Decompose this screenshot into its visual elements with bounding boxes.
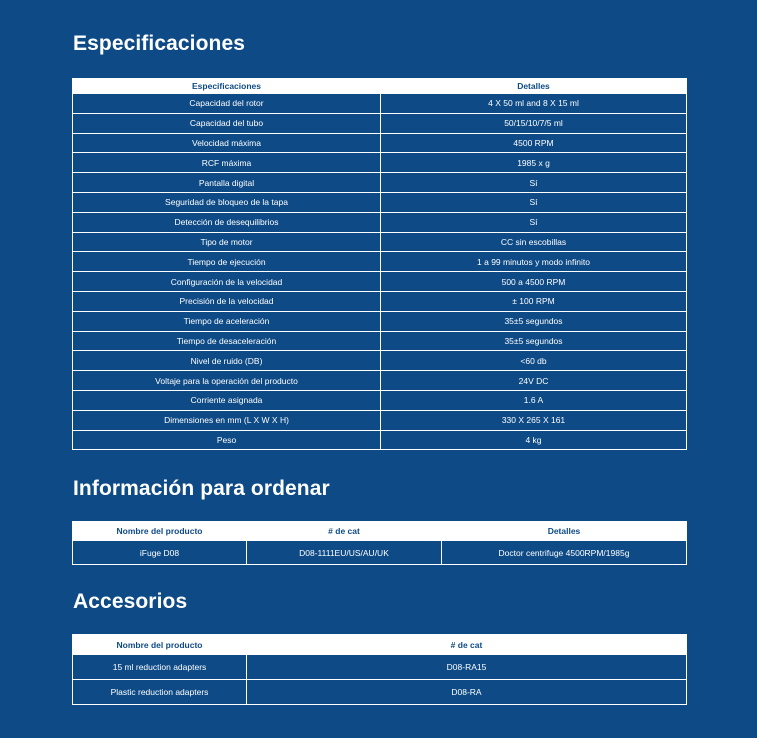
table-row	[73, 272, 687, 292]
table-row	[73, 291, 687, 311]
table-cell: Dimensiones en mm (L X W X H)	[73, 410, 381, 430]
table-cell: Corriente asignada	[73, 390, 381, 410]
table-row	[73, 232, 687, 252]
column-header: Detalles	[381, 79, 687, 94]
table-cell: 15 ml reduction adapters	[73, 655, 247, 680]
table-cell: 35±5 segundos	[381, 331, 687, 351]
table-cell: Tiempo de ejecución	[73, 252, 381, 272]
table-cell: 35±5 segundos	[381, 311, 687, 331]
table-cell: 1 a 99 minutos y modo infinito	[381, 252, 687, 272]
order-section-title: Información para ordenar	[73, 477, 330, 500]
table-cell: CC sin escobillas	[381, 232, 687, 252]
table-cell: Voltaje para la operación del producto	[73, 371, 381, 391]
table-row	[73, 351, 687, 371]
table-cell: Tiempo de aceleración	[73, 311, 381, 331]
table-header-row	[73, 522, 687, 541]
table-cell: Tiempo de desaceleración	[73, 331, 381, 351]
table-cell: Velocidad máxima	[73, 133, 381, 153]
table-row	[73, 311, 687, 331]
table-cell: Plastic reduction adapters	[73, 680, 247, 705]
table-cell: iFuge D08	[73, 541, 247, 565]
table-cell: Nivel de ruido (DB)	[73, 351, 381, 371]
table-row	[73, 430, 687, 450]
table-cell: Peso	[73, 430, 381, 450]
table-row	[73, 113, 687, 133]
table-cell: 1985 x g	[381, 153, 687, 173]
table-cell: Sí	[381, 192, 687, 212]
column-header: # de cat	[247, 522, 442, 541]
table-cell: 500 a 4500 RPM	[381, 272, 687, 292]
table-cell: Capacidad del rotor	[73, 94, 381, 114]
table-cell: 4500 RPM	[381, 133, 687, 153]
table-cell: Seguridad de bloqueo de la tapa	[73, 192, 381, 212]
spec-section-title: Especificaciones	[73, 32, 246, 55]
table-cell: 1.6 A	[381, 390, 687, 410]
table-row	[73, 541, 687, 565]
table-row	[73, 212, 687, 232]
table-header-row	[73, 635, 687, 655]
table-row	[73, 371, 687, 391]
table-cell: Detección de desequilibrios	[73, 212, 381, 232]
column-header: Nombre del producto	[73, 522, 247, 541]
column-header: # de cat	[247, 635, 687, 655]
table-row	[73, 173, 687, 193]
table-cell: 50/15/10/7/5 ml	[381, 113, 687, 133]
table-row	[73, 331, 687, 351]
table-row	[73, 410, 687, 430]
table-cell: D08-RA	[247, 680, 687, 705]
table-row	[73, 192, 687, 212]
table-cell: D08-RA15	[247, 655, 687, 680]
table-cell: 4 kg	[381, 430, 687, 450]
table-cell: Sí	[381, 212, 687, 232]
table-header-row	[73, 79, 687, 94]
table-cell: Configuración de la velocidad	[73, 272, 381, 292]
table-cell: 4 X 50 ml and 8 X 15 ml	[381, 94, 687, 114]
column-header: Detalles	[442, 522, 687, 541]
table-cell: 24V DC	[381, 371, 687, 391]
table-cell: 330 X 265 X 161	[381, 410, 687, 430]
table-cell: Sí	[381, 173, 687, 193]
table-cell: Capacidad del tubo	[73, 113, 381, 133]
ordering-table	[72, 521, 687, 565]
table-cell: D08-1111EU/US/AU/UK	[247, 541, 442, 565]
table-cell: Tipo de motor	[73, 232, 381, 252]
table-cell: Pantalla digital	[73, 173, 381, 193]
column-header: Nombre del producto	[73, 635, 247, 655]
table-row	[73, 680, 687, 705]
table-cell: Doctor centrifuge 4500RPM/1985g	[442, 541, 687, 565]
table-row	[73, 252, 687, 272]
table-cell: <60 db	[381, 351, 687, 371]
table-row	[73, 94, 687, 114]
table-row	[73, 655, 687, 680]
accessories-table	[72, 634, 687, 705]
table-cell: RCF máxima	[73, 153, 381, 173]
accessories-section-title: Accesorios	[73, 590, 188, 613]
table-row	[73, 133, 687, 153]
table-row	[73, 390, 687, 410]
table-cell: ± 100 RPM	[381, 291, 687, 311]
table-row	[73, 153, 687, 173]
column-header: Especificaciones	[73, 79, 381, 94]
table-cell: Precisión de la velocidad	[73, 291, 381, 311]
specifications-table	[72, 78, 687, 450]
